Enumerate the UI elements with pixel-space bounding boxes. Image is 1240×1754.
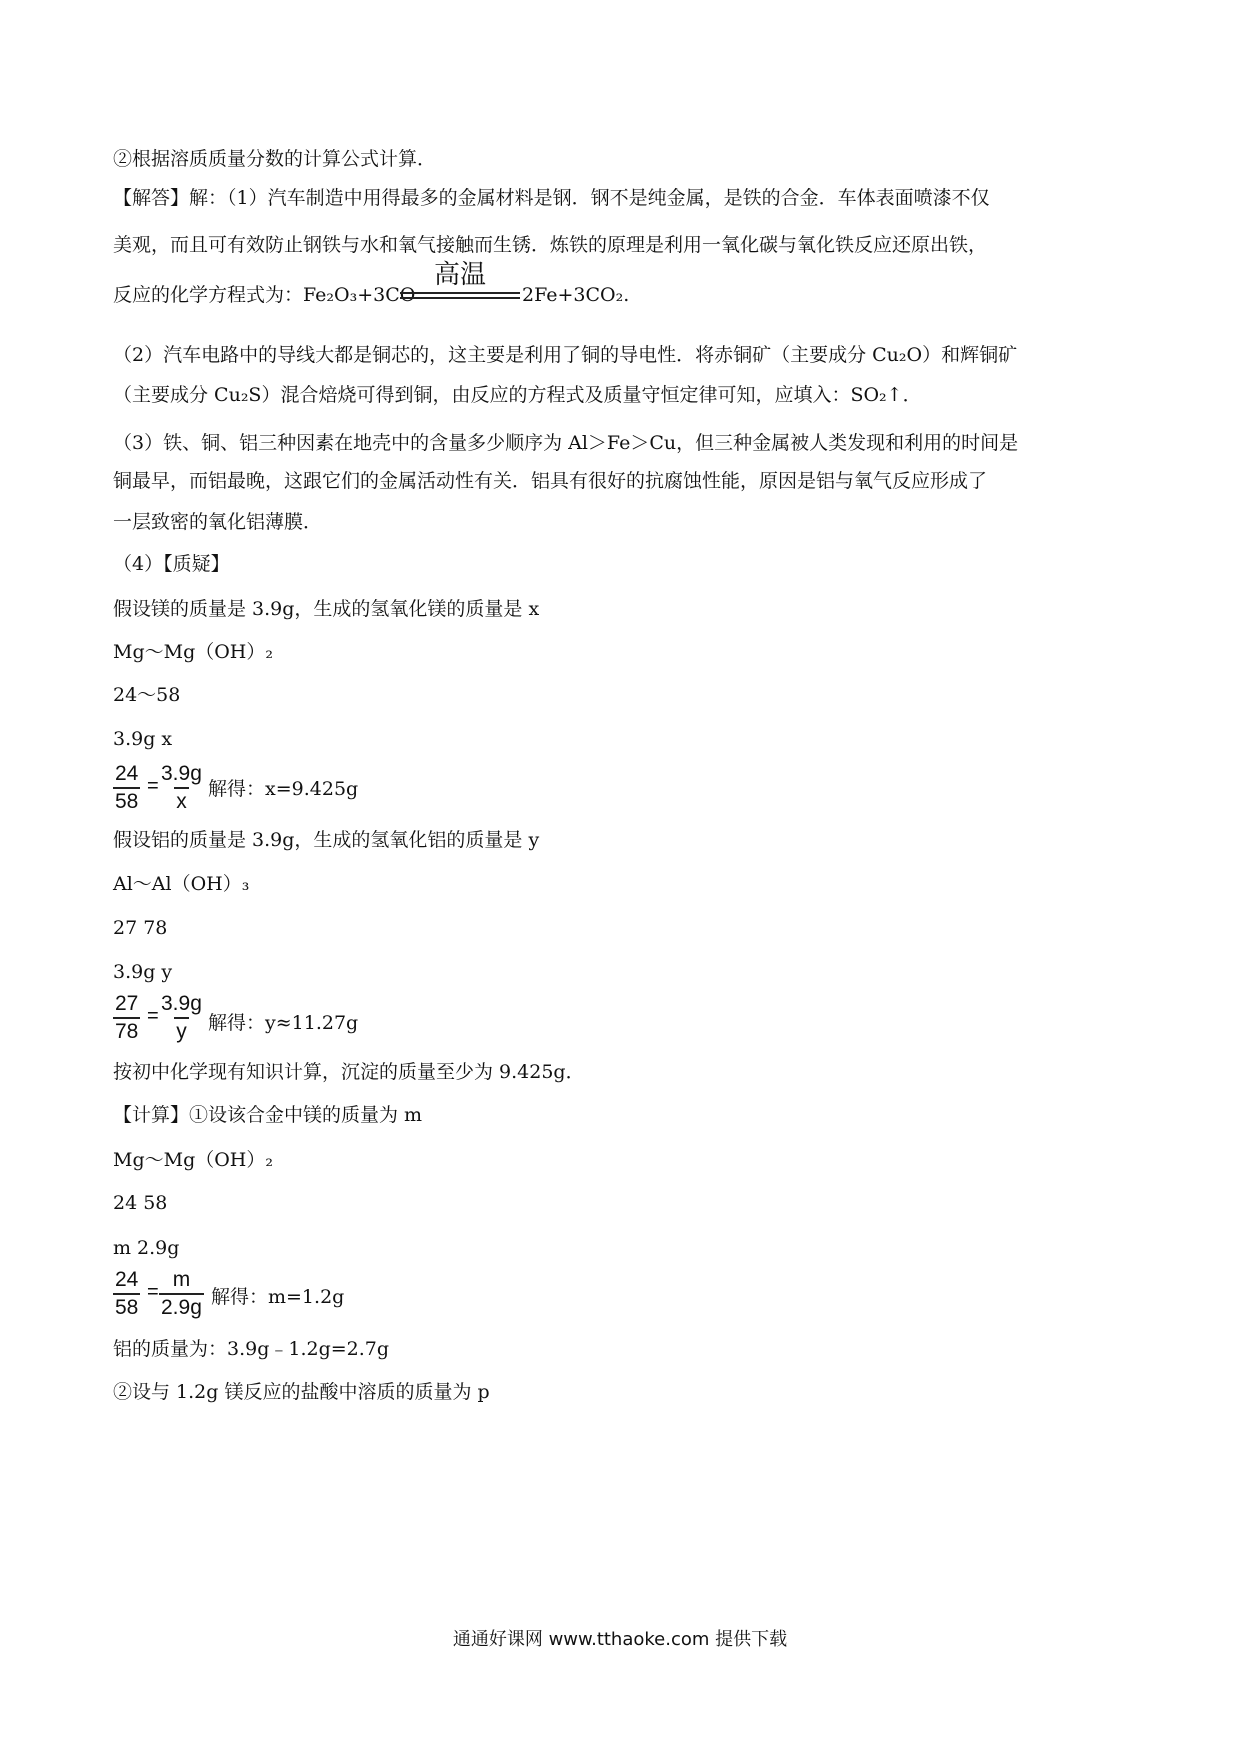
text-line: （2）汽车电路中的导线大都是铜芯的，这主要是利用了铜的导电性．将赤铜矿（主要成分 Cu₂O）和辉铜矿 [113, 344, 1018, 366]
text-line: 铜最早，而铝最晚，这跟它们的金属活动性有关．铝具有很好的抗腐蚀性能，原因是铝与氧气反应形成了 [113, 470, 988, 492]
denominator: 78 [113, 1017, 140, 1045]
numerator: m [172, 1268, 191, 1291]
numerator: 3.9g [161, 992, 202, 1015]
text-line: 3.9g x [113, 728, 173, 750]
text-line: （3）铁、铜、铝三种因素在地壳中的含量多少顺序为 Al＞Fe＞Cu，但三种金属被人类发现和利用的时间是 [113, 432, 1019, 454]
numerator: 27 [115, 992, 139, 1015]
text-line: 24 58 [113, 1192, 168, 1214]
text-line: 【计算】①设该合金中镁的质量为 m [113, 1104, 423, 1126]
page-footer: 通通好课网 www.tthaoke.com 提供下载 [452, 1629, 788, 1650]
denominator: y [174, 1017, 189, 1045]
numerator: 24 [115, 762, 139, 785]
solution-text: 解得：m=1.2g [211, 1286, 345, 1308]
text-line: 3.9g y [113, 961, 173, 983]
denominator: 58 [113, 787, 140, 815]
text-line: ②根据溶质质量分数的计算公式计算． [113, 148, 437, 170]
equation-prefix: 反应的化学方程式为：Fe₂O₃+3CO [113, 284, 416, 306]
fraction [113, 761, 140, 815]
denominator: 2.9g [159, 1293, 204, 1321]
text-line: m 2.9g [113, 1237, 180, 1259]
text-line: Mg～Mg（OH）₂ [113, 641, 273, 663]
numerator: 24 [115, 1268, 139, 1291]
numerator: 3.9g [161, 762, 202, 785]
text-line: 铝的质量为：3.9g﹣1.2g=2.7g [113, 1338, 390, 1360]
text-line: Al～Al（OH）₃ [113, 873, 250, 895]
text-line: 假设镁的质量是 3.9g，生成的氢氧化镁的质量是 x [113, 598, 540, 620]
condition-label: 高温 [433, 260, 486, 290]
text-line: 美观，而且可有效防止钢铁与水和氧气接触而生锈．炼铁的原理是利用一氧化碳与氧化铁反应还原出铁， [113, 234, 988, 256]
solution-text: 解得：y≈11.27g [208, 1012, 359, 1034]
solution-text: 解得：x=9.425g [208, 778, 359, 800]
equals-sign: = [147, 1281, 159, 1303]
reaction-condition [400, 260, 520, 299]
fraction [159, 1267, 204, 1321]
equals-bar [400, 292, 520, 299]
text-line: ②设与 1.2g 镁反应的盐酸中溶质的质量为 p [113, 1381, 490, 1403]
text-line: Mg～Mg（OH）₂ [113, 1149, 273, 1171]
text-line: 24～58 [113, 684, 181, 706]
fraction [113, 1267, 140, 1321]
text-line: 27 78 [113, 917, 168, 939]
equals-sign: = [147, 1005, 159, 1027]
equals-sign: = [147, 775, 159, 797]
text-line: 一层致密的氧化铝薄膜． [113, 511, 323, 533]
fraction [159, 761, 204, 815]
fraction [159, 991, 204, 1045]
equation-suffix: 2Fe+3CO₂. [522, 284, 630, 306]
text-line: 假设铝的质量是 3.9g，生成的氢氧化铝的质量是 y [113, 829, 540, 851]
text-line: 【解答】解：（1）汽车制造中用得最多的金属材料是钢．钢不是纯金属，是铁的合金．车体表面喷漆不仅 [113, 187, 990, 209]
text-line: （4）【质疑】 [113, 553, 230, 575]
denominator: 58 [113, 1293, 140, 1321]
denominator: x [174, 787, 189, 815]
fraction [113, 991, 140, 1045]
text-line: 按初中化学现有知识计算，沉淀的质量至少为 9.425g． [113, 1061, 585, 1083]
text-line: （主要成分 Cu₂S）混合焙烧可得到铜，由反应的方程式及质量守恒定律可知，应填入：SO₂↑． [113, 384, 922, 406]
